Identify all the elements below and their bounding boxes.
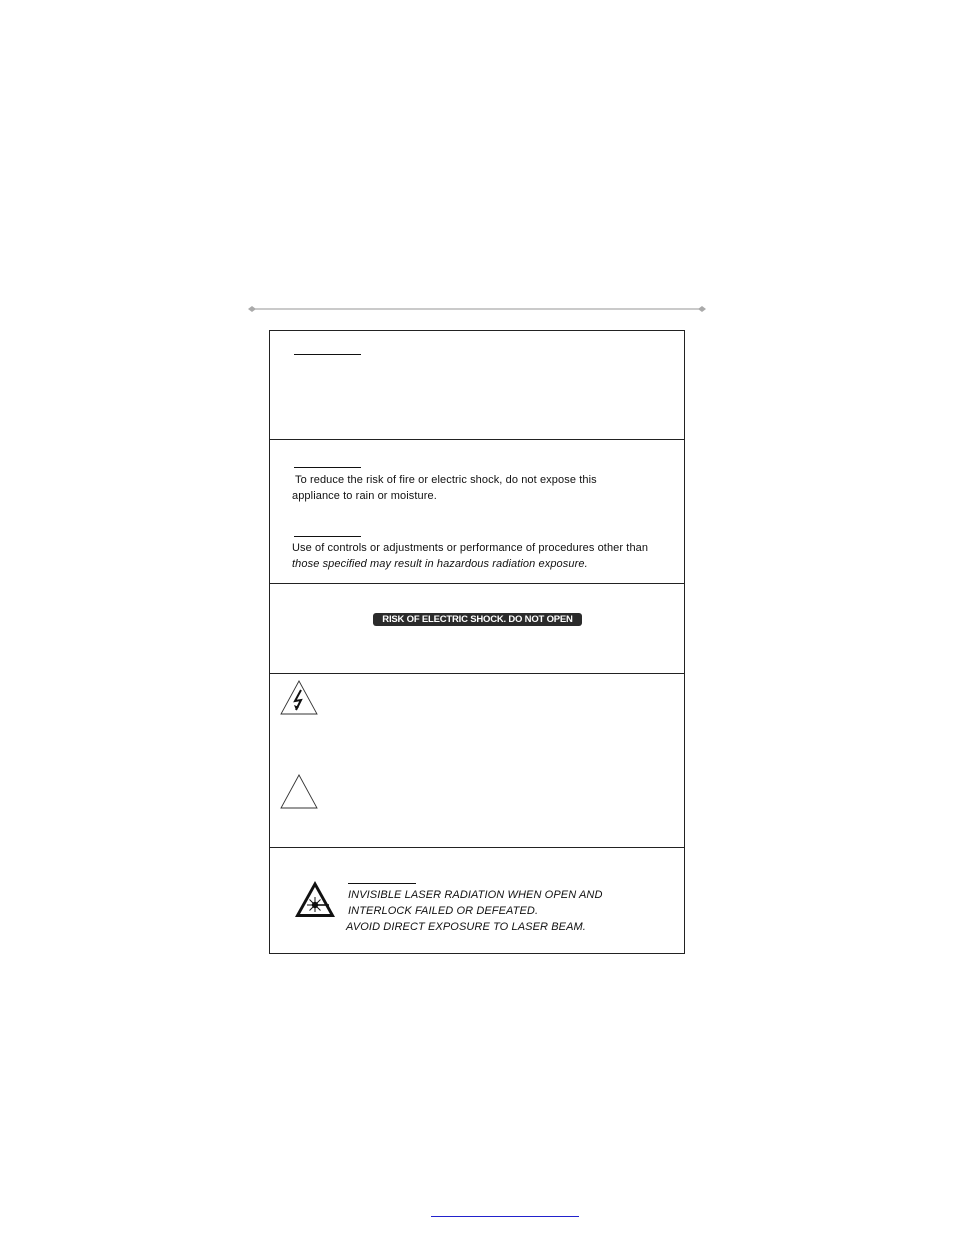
shock-risk-badge: RISK OF ELECTRIC SHOCK. DO NOT OPEN [373, 613, 582, 626]
moisture-warning-line-1: To reduce the risk of fire or electric shock, do not expose this [295, 474, 597, 486]
laser-warning-line-3: AVOID DIRECT EXPOSURE TO LASER BEAM. [346, 921, 586, 933]
radiation-caution-line-2: those specified may result in hazardous radiation exposure. [292, 558, 588, 570]
laser-warning-line-2: INTERLOCK FAILED OR DEFEATED. [348, 905, 539, 917]
warning-triangle-icon [279, 774, 319, 810]
lightning-triangle-icon [279, 680, 319, 716]
safety-warning-box [269, 330, 685, 954]
heading-underline [294, 467, 361, 468]
heading-underline [294, 536, 361, 537]
laser-hazard-icon [294, 880, 336, 918]
footer-link-underline[interactable] [431, 1216, 579, 1217]
decorative-divider [248, 308, 706, 310]
section-warnings [270, 440, 684, 584]
section-heading-blank [270, 331, 684, 440]
heading-underline [294, 354, 361, 355]
radiation-caution-line-1: Use of controls or adjustments or performance of procedures other than [292, 542, 649, 554]
section-shock-label [270, 584, 684, 674]
section-symbol-explanations [270, 674, 684, 848]
moisture-warning-line-2: appliance to rain or moisture. [292, 490, 437, 502]
heading-underline [348, 883, 416, 884]
section-laser-warning [270, 848, 684, 953]
laser-warning-line-1: INVISIBLE LASER RADIATION WHEN OPEN AND [348, 889, 603, 901]
